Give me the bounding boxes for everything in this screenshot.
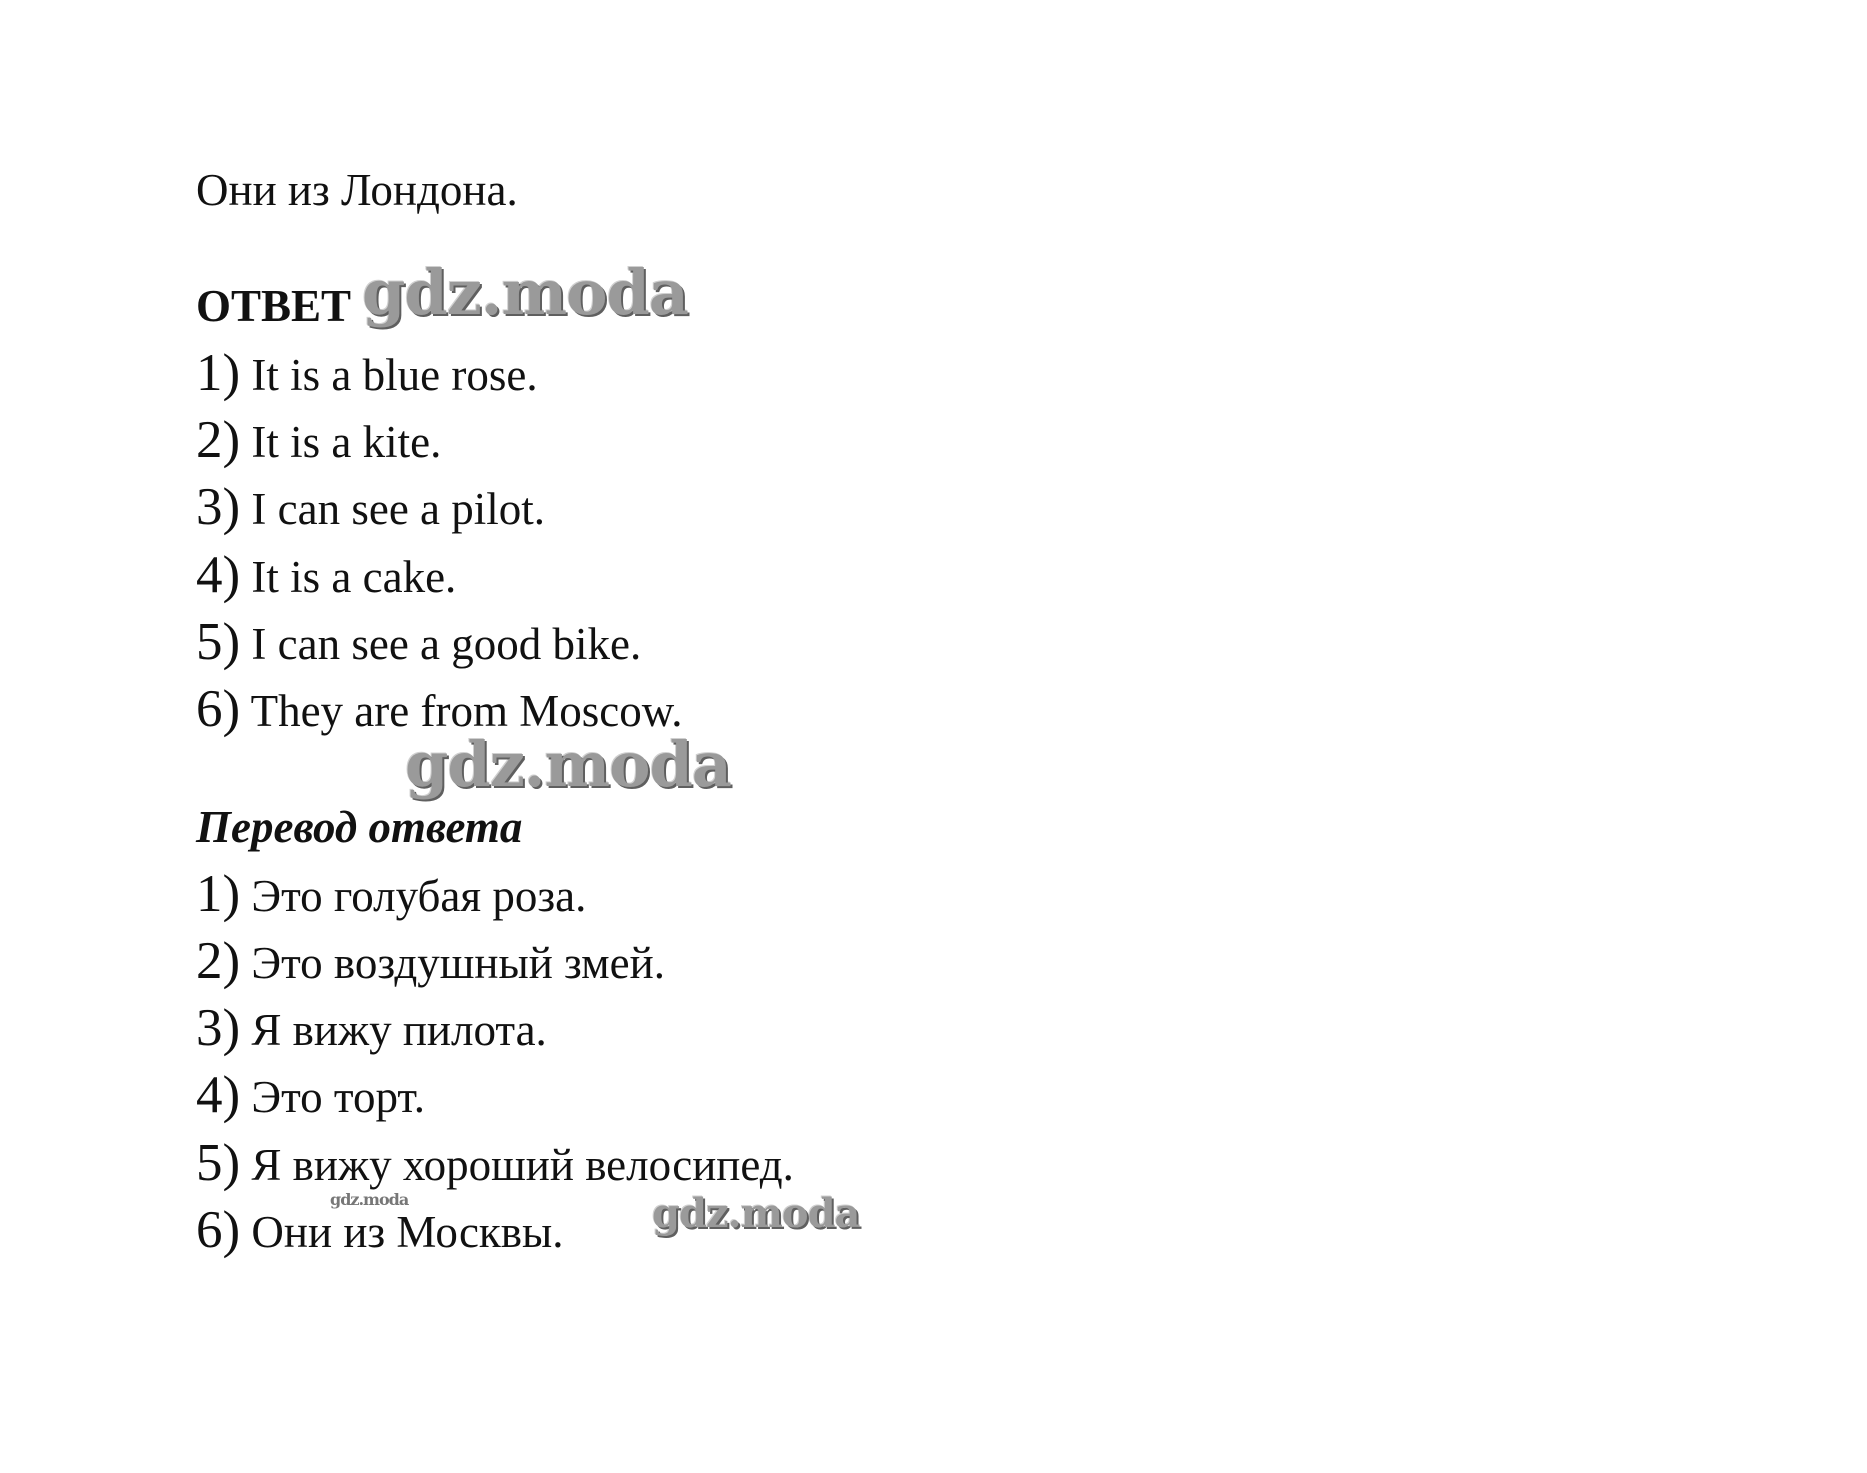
translation-item-2 [196, 932, 665, 990]
answer-text: It is a cake. [251, 552, 457, 602]
answer-number: 2) [196, 411, 241, 469]
answer-number: 4) [196, 546, 241, 604]
translation-item-1 [196, 865, 587, 923]
translation-text: Я вижу пилота. [251, 1005, 547, 1055]
answer-text: They are from Moscow. [250, 686, 683, 736]
watermark-logo: gdz.moda [405, 728, 731, 801]
translation-item-4 [196, 1066, 425, 1124]
translation-heading: Перевод ответа [196, 802, 523, 852]
answer-item-1 [196, 344, 538, 402]
translation-item-6 [196, 1201, 564, 1259]
answer-item-4 [196, 546, 457, 604]
answer-number: 5) [196, 613, 241, 671]
answer-text: It is a blue rose. [251, 350, 538, 400]
watermark-logo: gdz.moda [652, 1190, 860, 1237]
translation-text: Это воздушный змей. [251, 938, 665, 988]
translation-number: 1) [196, 865, 241, 923]
answer-number: 3) [196, 478, 241, 536]
answer-heading: ОТВЕТ [196, 281, 352, 331]
watermark-logo: gdz.moda [362, 256, 688, 329]
intro-line: Они из Лондона. [196, 165, 518, 215]
translation-number: 6) [196, 1201, 241, 1259]
answer-text: I can see a pilot. [251, 484, 546, 534]
answer-item-2 [196, 411, 442, 469]
answer-item-5 [196, 613, 642, 671]
answer-number: 1) [196, 344, 241, 402]
watermark-logo: gdz.moda [330, 1190, 409, 1209]
answer-number: 6) [196, 680, 241, 738]
translation-item-5 [196, 1134, 794, 1192]
translation-item-3 [196, 999, 547, 1057]
answer-item-3 [196, 478, 546, 536]
translation-number: 2) [196, 932, 241, 990]
translation-number: 4) [196, 1066, 241, 1124]
translation-text: Я вижу хороший велосипед. [251, 1140, 794, 1190]
translation-text: Это голубая роза. [251, 871, 587, 921]
translation-text: Это торт. [251, 1072, 425, 1122]
answer-text: It is a kite. [251, 417, 442, 467]
translation-number: 5) [196, 1134, 241, 1192]
answer-text: I can see a good bike. [251, 619, 642, 669]
translation-number: 3) [196, 999, 241, 1057]
translation-text: Они из Москвы. [251, 1207, 564, 1257]
